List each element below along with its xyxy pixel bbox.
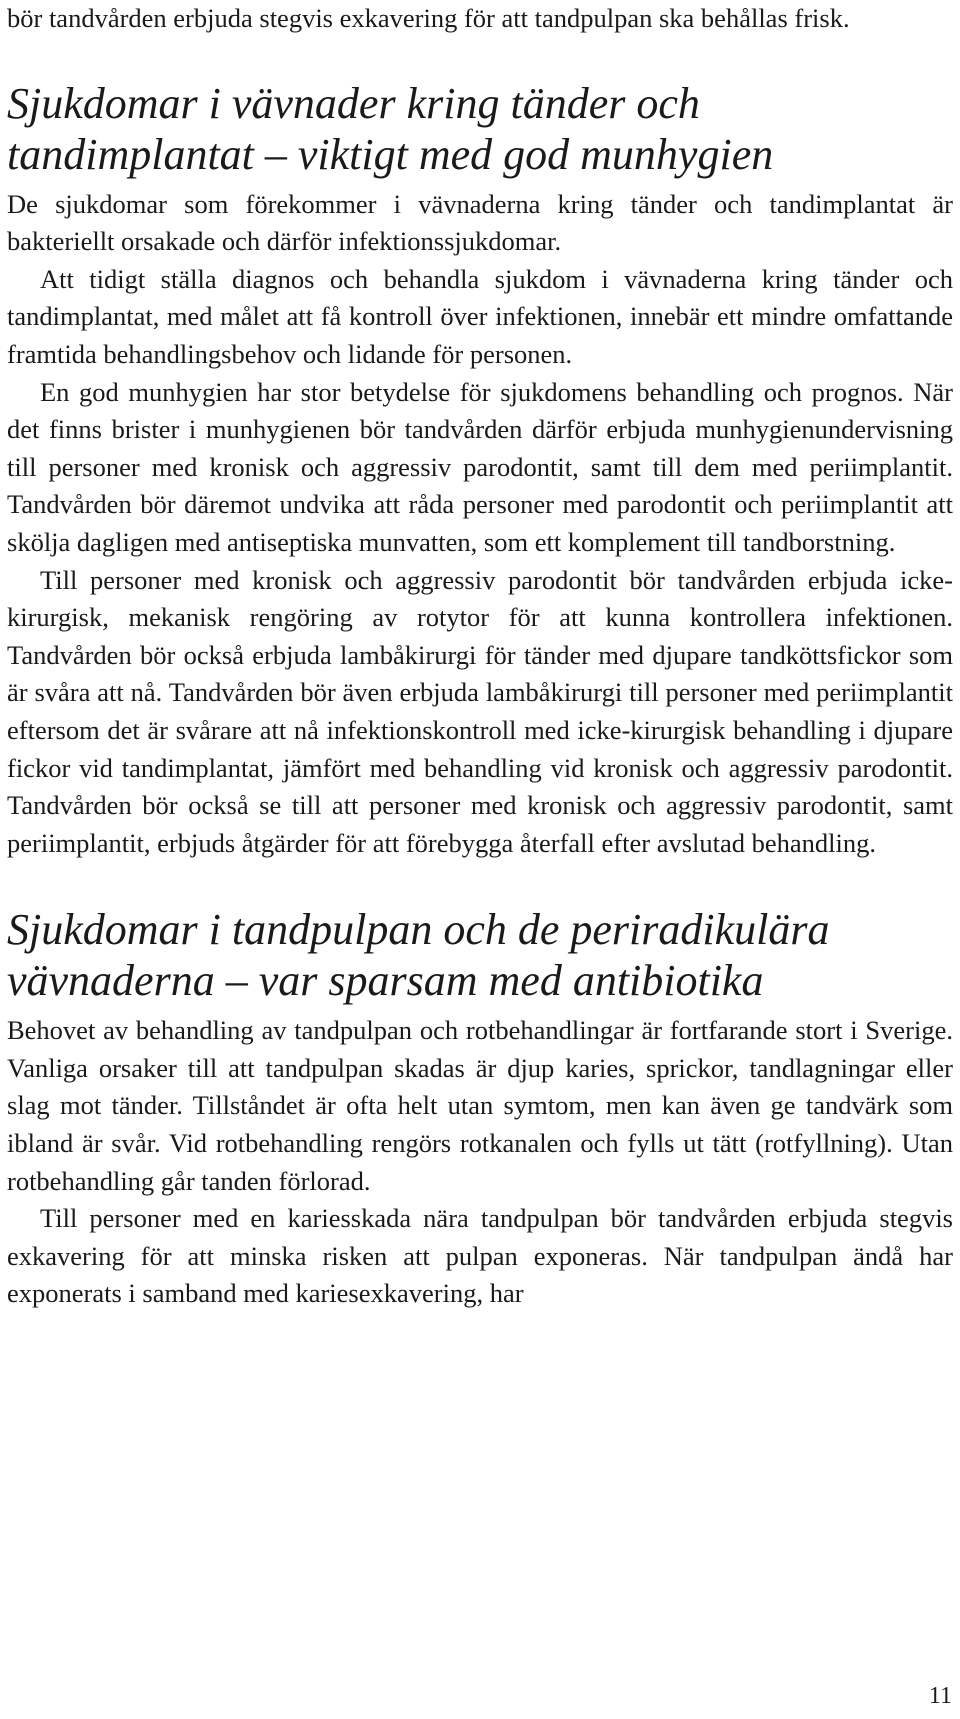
body-paragraph: En god munhygien har stor betydelse för sjukdomens behandling och prognos. När det finns brister i munhygienen bör tandvården därför erbjuda munhygienundervisning till personer med kronisk och aggressiv parodontit, samt till dem med periimplantit. Tandvården bör däremot undvika att råda personer med parodontit och periimplantit att skölja dagligen med antiseptiska munvatten, som ett komplement till tandborstning. <box>7 376 953 557</box>
section-heading-periodontal: Sjukdomar i vävnader kring tänder och tandimplantat – viktigt med god munhygien <box>7 78 774 179</box>
page-number: 11 <box>928 1683 952 1709</box>
document-page <box>7 0 953 1313</box>
section-heading-pulp: Sjukdomar i tandpulpan och de periradikulära vävnaderna – var sparsam med antibiotika <box>7 905 830 1006</box>
body-paragraph: Till personer med kronisk och aggressiv parodontit bör tandvården erbjuda icke-kirurgisk, mekanisk rengöring av rotytor för att kunna kontrollera infektionen. Tandvården bör också erbjuda lambåkirurgi för tänder med djupare tandköttsfickor som är svåra att nå. Tandvården bör även erbjuda lambåkirurgi till personer med periimplantit eftersom det är svårare att nå infektionskontroll med icke-kirurgisk behandling i djupare fickor vid tandimplantat, jämfört med behandling vid kronisk och aggressiv parodontit. Tandvården bör också se till att personer med kronisk och aggressiv parodontit, samt periimplantit, erbjuds åtgärder för att förebygga återfall efter avslutad behandling. <box>7 564 953 858</box>
body-paragraph: De sjukdomar som förekommer i vävnaderna kring tänder och tandimplantat är bakteriellt orsakade och därför infektionssjukdomar. <box>7 188 953 257</box>
lead-paragraph: bör tandvården erbjuda stegvis exkavering för att tandpulpan ska behållas frisk. <box>7 3 850 33</box>
body-paragraph: Behovet av behandling av tandpulpan och rotbehandlingar är fortfarande stort i Sverige. Vanliga orsaker till att tandpulpan skadas är djup karies, sprickor, tandlagningar eller slag mot tänder. Tillståndet är ofta helt utan symtom, men kan även ge tandvärk som ibland är svår. Vid rotbehandling rengörs rotkanalen och fylls ut tätt (rotfyllning). Utan rotbehandling går tanden förlorad. <box>7 1015 953 1196</box>
body-paragraph: Till personer med en kariesskada nära tandpulpan bör tandvården erbjuda stegvis exkavering för att minska risken att pulpan exponeras. När tandpulpan ändå har exponerats i samband med kariesexkavering, har <box>7 1203 953 1309</box>
body-paragraph: Att tidigt ställa diagnos och behandla sjukdom i vävnaderna kring tänder och tandimplantat, med målet att få kontroll över infektionen, innebär ett mindre omfattande framtida behandlingsbehov och lidande för personen. <box>7 263 953 369</box>
